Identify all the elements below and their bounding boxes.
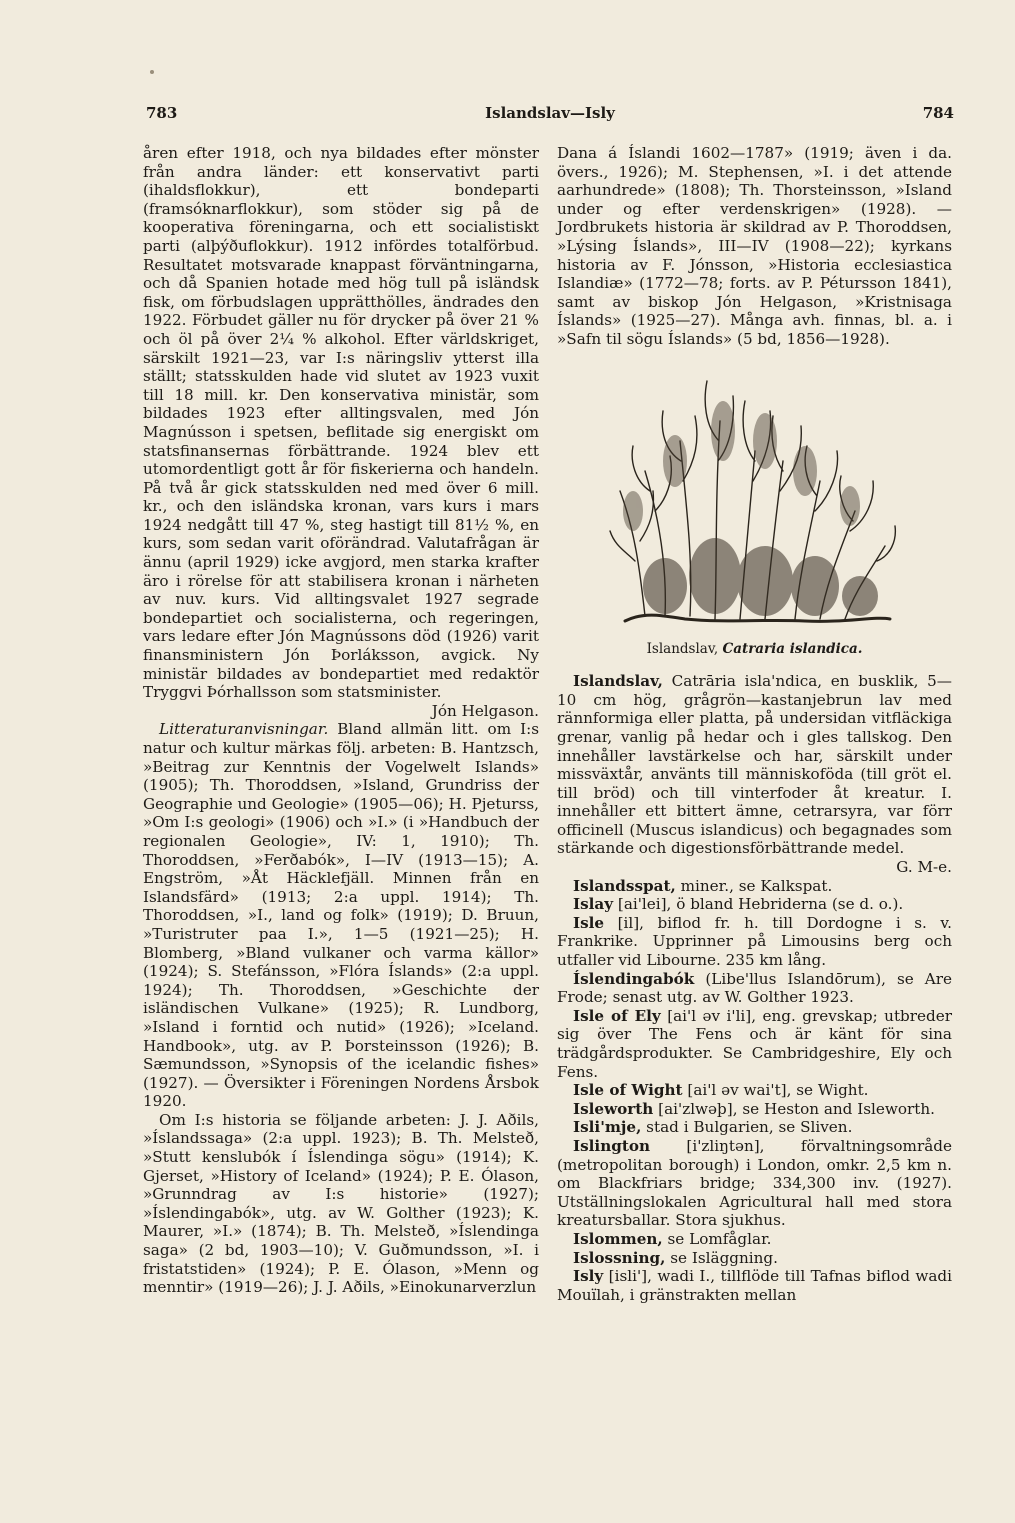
page-header <box>146 104 954 126</box>
entry-islay <box>557 895 952 914</box>
entry-islandslav <box>557 672 952 858</box>
caption-species: Catraria islandica. <box>722 640 863 657</box>
entry-text: [ai'l əv wai't], se Wight. <box>682 1081 869 1100</box>
entry-text: (Libe'llus Islandōrum), se Are Frode; senast utg. av W. Golther 1923. <box>557 969 952 1007</box>
headword: Isli'mje, <box>573 1118 642 1137</box>
right-column <box>557 144 952 1304</box>
headword: Islossning, <box>573 1248 666 1267</box>
page-number-left: 783 <box>146 104 178 122</box>
entry-text: Catrāria isla'ndica, en busklik, 5—10 cm hög, grågrön—kastanjebrun lav med rännformiga eller platta, på undersidan vitfläckiga grenar, vanlig på hedar och i gles tallskog. Den innehåller lavstärkelse och har, särskilt under missväxtår, använts till människoföda (till gröt el. till bröd) och till vinterfoder åt kreatur. I. innehåller ett bittert ämne, cetrarsyra, var förr officinell (Muscus islandicus) och begagnades som stärkande och digestionsförbättrande medel. <box>557 672 952 858</box>
entry-text: se Isläggning. <box>665 1248 778 1267</box>
entries-list <box>557 672 952 1304</box>
headword: Isleworth <box>573 1099 654 1118</box>
entry-text: se Lomfåglar. <box>662 1229 772 1248</box>
page-number-right: 784 <box>922 104 954 122</box>
headword: Islington <box>573 1136 651 1155</box>
headword: Íslendingabók <box>573 969 695 988</box>
page-speck <box>150 70 154 74</box>
entry-text: miner., se Kalkspat. <box>675 876 833 895</box>
entry-isle-of-wight <box>557 1081 952 1100</box>
headword: Isle of Ely <box>573 1006 661 1025</box>
entry-text: [i'zliŋtən], förvaltningsområde (metropolitan borough) i London, omkr. 2,5 km n. om Blackfriars bridge; 334,300 inv. (1927). Utställningslokalen Agricultural hall med stora kreatursballar. Stora sjukhus. <box>557 1136 952 1230</box>
entry-islington <box>557 1137 952 1230</box>
headword: Islandsspat, <box>573 876 676 895</box>
entry-text: stad i Bulgarien, se Sliven. <box>641 1118 853 1137</box>
author-signature: Jón Helgason. <box>431 701 539 720</box>
headword: Islandslav, <box>573 672 663 691</box>
running-title: Islandslav—Isly <box>485 104 615 122</box>
entry-isleworth <box>557 1100 952 1119</box>
entry-text: [ai'l əv i'li], eng. grevskap; utbreder sig över The Fens och är känt för sina trädgårdsprodukter. Se Cambridgeshire, Ely och Fens. <box>557 1006 952 1081</box>
entry-text: [isli'], wadi I., tillflöde till Tafnas biflod wadi Mouïlah, i gränstrakten mellan <box>557 1267 952 1304</box>
entry-text: [ai'lei], ö bland Hebriderna (se d. o.). <box>613 895 904 914</box>
entry-islendingabok <box>557 970 952 1007</box>
headword: Isle <box>573 913 605 932</box>
headword: Isle of Wight <box>573 1081 683 1100</box>
headword: Isly <box>573 1267 604 1286</box>
left-column <box>143 144 539 1297</box>
entry-text: [il], biflod fr. h. till Dordogne i s. v. Frankrike. Upprinner på Limousins berg och utfaller vid Libourne. 235 km lång. <box>557 913 952 970</box>
literature-text: Bland allmän litt. om I:s natur och kultur märkas följ. arbeten: B. Hantzsch, »Beitrag zur Kenntnis der Vogelwelt Islands» (1905); Th. Thoroddsen, »Island, Grundriss der Geographie und Geologie» (1905—06); H. Pjeturss, »Om I:s geologi» (1906) och »I.» (i »Handbuch der regionalen Geologie», IV: 1, 1910); Th. Thoroddsen, »Ferðabók», I—IV (1913—15); A. Engström, »Åt Häcklefjäll. Minnen från en Islandsfärd» (1913; 2:a uppl. 1914); Th. Thoroddsen, »I., land og folk» (1919); D. Bruun, »Turistruter paa I.», 1—5 (1921—25); H. Blomberg, »Bland vulkaner och varma källor» (1924); S. Stefánsson, »Flóra Íslands» (2:a uppl. 1924); Th. Thoroddsen, »Geschichte der isländischen Vulkane» (1925); R. Lundborg, »Island i forntid och nutid» (1926); »Iceland. Handbook», utg. av P. Þorsteinsson (1926); B. Sæmundsson, »Synopsis of the icelandic fishes» (1927). — Översikter i Föreningen Nordens Årsbok 1920. <box>143 720 539 1111</box>
entry-signature: G. M-e. <box>896 858 952 877</box>
history-paragraph: åren efter 1918, och nya bildades efter mönster från andra länder: ett konservativt parti (ihaldsflokkur), ett bondeparti (framsóknarflokkur), som stöder sig på de kooperativa föreningarna, och ett socialistiskt parti (alþýðuflokkur). 1912 infördes totalförbud. Resultatet motsvarade knappast förväntningarna, och då Spanien hotade med hög tull på isländsk fisk, om förbudslagen upprätthölles, ändrades den 1922. Förbudet gäller nu för drycker på över 21 % och öl på över 2¼ % alkohol. Efter världskriget, särskilt 1921—23, var I:s näringsliv ytterst illa ställt; statsskulden hade vid slutet av 1923 vuxit till 18 mill. kr. Den konservativa ministär, som bildades 1923 efter alltingsvalen, med Jón Magnússon i spetsen, beflitade sig energiskt om statsfinansernas förbättrande. 1924 blev ett utomordentligt gott år för fiskerierna och handeln. På två år gick statsskulden ned med över 6 mill. kr., och den isländska kronan, vars kurs i mars 1924 nedgått till 47 %, steg hastigt till 81½ %, en kurs, som sedan varit oförändrad. Valutafrågan är ännu (april 1929) icke avgjord, men starka krafter äro i rörelse för att stabilisera kronan i närheten av nuv. kurs. Vid alltingsvalet 1927 segrade bondepartiet och socialisterna, och regeringen, vars ledare efter Jón Magnússons död (1926) varit finansministern Jón Þorláksson, avgick. Ny ministär bildades av bondepartiet med redaktör Tryggvi Þórhallsson som statsminister. <box>143 144 539 702</box>
entry-isle <box>557 914 952 970</box>
figure-caption <box>557 640 952 659</box>
entry-isly <box>557 1267 952 1304</box>
continued-paragraph: Dana á Íslandi 1602—1787» (1919; även i da. övers., 1926); M. Stephensen, »I. i det attende aarhundrede» (1808); Th. Thorsteinsson, »Island under og efter verdenskrigen» (1928). — Jordbrukets historia är skildrad av P. Thoroddsen, »Lýsing Íslands», III—IV (1908—22); kyrkans historia av F. Jónsson, »Historia ecclesiastica Islandiæ» (1772—78; forts. av P. Pétursson 1841), samt av biskop Jón Helgason, »Kristnisaga Íslands» (1925—27). Många avh. finnas, bl. a. i »Safn til sögu Íslands» (5 bd, 1856—1928). <box>557 144 952 348</box>
entry-islandsspat <box>557 877 952 896</box>
entry-islimje <box>557 1118 952 1137</box>
lichen-figure <box>557 361 952 659</box>
literature-label: Litteraturanvisningar. <box>159 720 329 739</box>
entry-isle-of-ely <box>557 1007 952 1081</box>
history-literature-paragraph: Om I:s historia se följande arbeten: J. J. Aðils, »Íslandssaga» (2:a uppl. 1923); B. Th. Melsteð, »Stutt kenslubók í Íslendinga sögu» (1914); K. Gjerset, »History of Iceland» (1924); P. E. Ólason, »Grunndrag av I:s historie» (1927); »Íslendingabók», utg. av W. Golther (1923); K. Maurer, »I.» (1874); B. Th. Melsteð, »Íslendinga saga» (2 bd, 1903—10); V. Guðmundsson, »I. i fristatstiden» (1924); P. E. Ólason, »Menn og menntir» (1919—26); J. J. Aðils, »Einokunarverzlun <box>143 1110 539 1297</box>
entry-text: [ai'zlwəþ], se Heston and Isleworth. <box>653 1099 935 1118</box>
caption-text: Islandslav, <box>646 640 723 657</box>
headword: Islay <box>573 895 614 914</box>
literature-paragraph <box>143 720 539 1110</box>
entry-islossning <box>557 1249 952 1268</box>
lichen-illustration <box>605 361 905 636</box>
entry-islommen <box>557 1230 952 1249</box>
headword: Islommen, <box>573 1229 663 1248</box>
